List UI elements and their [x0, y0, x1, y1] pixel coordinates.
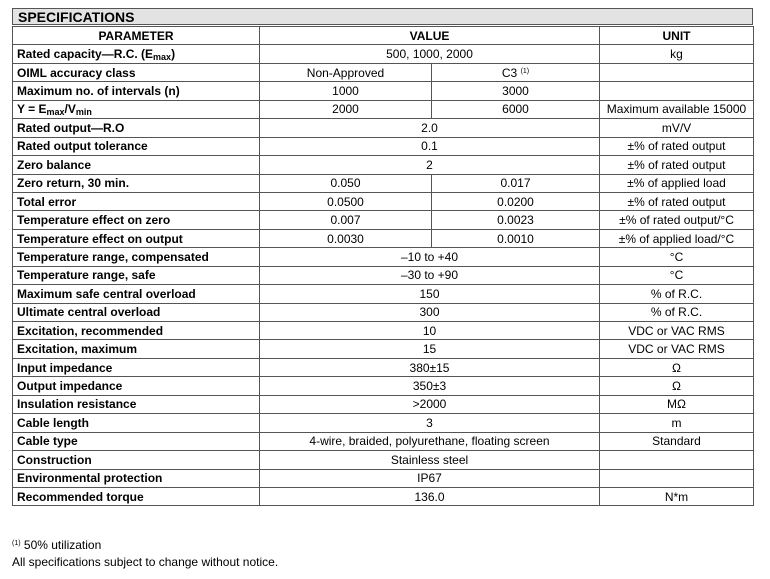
value-cell: 380±15: [260, 358, 600, 376]
unit-cell: % of R.C.: [600, 285, 754, 303]
table-row: [13, 119, 754, 137]
parameter-cell: [13, 377, 260, 395]
header-unit: UNIT: [600, 27, 754, 45]
parameter-label-mid: /V: [64, 102, 76, 117]
parameter-label: Total error: [17, 194, 77, 209]
value-cell: Stainless steel: [260, 451, 600, 469]
parameter-cell: [13, 119, 260, 137]
parameter-cell: [13, 248, 260, 266]
table-header-row: [13, 27, 754, 45]
parameter-label: Rated capacity—R.C. (E: [17, 47, 154, 62]
table-row: [13, 285, 754, 303]
table-row: [13, 63, 754, 81]
value-cell-1: 2000: [260, 100, 432, 118]
section-title: SPECIFICATIONS: [12, 8, 753, 25]
unit-cell: [600, 63, 754, 81]
parameter-cell: [13, 322, 260, 340]
footnote-utilization: [12, 538, 101, 552]
unit-cell: VDC or VAC RMS: [600, 340, 754, 358]
table-row: [13, 451, 754, 469]
value-text: C3: [501, 65, 518, 80]
table-row: [13, 82, 754, 100]
value-cell: 3: [260, 414, 600, 432]
unit-cell: [600, 82, 754, 100]
value-cell: 136.0: [260, 487, 600, 505]
value-cell-1: 0.050: [260, 174, 432, 192]
value-cell: 350±3: [260, 377, 600, 395]
unit-cell: m: [600, 414, 754, 432]
footnote-disclaimer: All specifications subject to change without notice.: [12, 555, 279, 569]
parameter-label: Temperature range, safe: [17, 268, 156, 283]
unit-cell: N*m: [600, 487, 754, 505]
parameter-label: Excitation, recommended: [17, 323, 164, 338]
value-cell: 4-wire, braided, polyurethane, floating screen: [260, 432, 600, 450]
parameter-label: Zero return, 30 min.: [17, 176, 130, 191]
parameter-label: Insulation resistance: [17, 397, 137, 412]
parameter-cell: [13, 303, 260, 321]
unit-cell: ±% of rated output: [600, 192, 754, 210]
parameter-label: Maximum safe central overload: [17, 286, 196, 301]
parameter-label: Input impedance: [17, 360, 113, 375]
value-cell-1: 0.0500: [260, 192, 432, 210]
table-row: [13, 100, 754, 118]
value-cell: 300: [260, 303, 600, 321]
value-cell-2: [432, 174, 600, 192]
table-row: [13, 414, 754, 432]
parameter-cell: [13, 487, 260, 505]
table-row: [13, 229, 754, 247]
value-text: 0.0023: [497, 213, 534, 228]
unit-cell: kg: [600, 45, 754, 63]
value-text: 6000: [502, 102, 529, 117]
parameter-label: Temperature range, compensated: [17, 249, 209, 264]
parameter-cell: [13, 63, 260, 81]
value-cell: –30 to +90: [260, 266, 600, 284]
unit-cell: mV/V: [600, 119, 754, 137]
value-cell-1: 0.007: [260, 211, 432, 229]
table-row: [13, 487, 754, 505]
value-cell-2: [432, 229, 600, 247]
table-row: [13, 211, 754, 229]
parameter-cell: [13, 358, 260, 376]
table-row: [13, 358, 754, 376]
value-cell-1: 1000: [260, 82, 432, 100]
table-row: [13, 377, 754, 395]
specifications-table: [12, 26, 754, 506]
table-row: [13, 303, 754, 321]
header-parameter: PARAMETER: [13, 27, 260, 45]
parameter-cell: [13, 229, 260, 247]
value-text: 0.0200: [497, 194, 534, 209]
value-cell-2: [432, 82, 600, 100]
unit-cell: % of R.C.: [600, 303, 754, 321]
parameter-label: Rated output—R.O: [17, 120, 125, 135]
parameter-label: Zero balance: [17, 157, 92, 172]
parameter-cell: [13, 451, 260, 469]
table-row: [13, 248, 754, 266]
value-cell: 2: [260, 156, 600, 174]
parameter-label: Output impedance: [17, 379, 123, 394]
parameter-cell: [13, 414, 260, 432]
parameter-label: Maximum no. of intervals (n): [17, 84, 180, 99]
unit-cell: ±% of rated output: [600, 137, 754, 155]
parameter-cell: [13, 211, 260, 229]
parameter-cell: [13, 137, 260, 155]
unit-cell: ±% of rated output: [600, 156, 754, 174]
value-cell: 150: [260, 285, 600, 303]
table-row: [13, 432, 754, 450]
unit-cell: °C: [600, 266, 754, 284]
table-row: [13, 137, 754, 155]
unit-cell: Ω: [600, 377, 754, 395]
unit-cell: MΩ: [600, 395, 754, 413]
parameter-label: Cable type: [17, 434, 78, 449]
value-cell: 10: [260, 322, 600, 340]
value-cell: IP67: [260, 469, 600, 487]
table-row: [13, 322, 754, 340]
parameter-label: Temperature effect on zero: [17, 213, 171, 228]
parameter-label: Construction: [17, 452, 92, 467]
value-cell: 500, 1000, 2000: [260, 45, 600, 63]
table-row: [13, 174, 754, 192]
table-row: [13, 45, 754, 63]
footnote-reference: (1): [520, 67, 530, 75]
table-row: [13, 156, 754, 174]
parameter-cell: [13, 45, 260, 63]
table-row: [13, 192, 754, 210]
unit-cell: Maximum available 15000: [600, 100, 754, 118]
parameter-subscript: max: [153, 52, 172, 63]
header-value: VALUE: [260, 27, 600, 45]
value-cell-1: Non-Approved: [260, 63, 432, 81]
parameter-cell: [13, 82, 260, 100]
value-cell: 15: [260, 340, 600, 358]
parameter-label: Rated output tolerance: [17, 139, 148, 154]
table-row: [13, 395, 754, 413]
parameter-cell: [13, 100, 260, 118]
unit-cell: [600, 451, 754, 469]
footnote-text: 50% utilization: [20, 538, 102, 552]
unit-cell: ±% of rated output/°C: [600, 211, 754, 229]
unit-cell: ±% of applied load: [600, 174, 754, 192]
parameter-label: Ultimate central overload: [17, 305, 161, 320]
unit-cell: ±% of applied load/°C: [600, 229, 754, 247]
value-cell: 2.0: [260, 119, 600, 137]
unit-cell: Ω: [600, 358, 754, 376]
table-row: [13, 266, 754, 284]
unit-cell: °C: [600, 248, 754, 266]
value-cell-2: [432, 63, 600, 81]
parameter-subscript: max: [46, 107, 65, 118]
parameter-cell: [13, 285, 260, 303]
parameter-cell: [13, 192, 260, 210]
parameter-label-end: ): [171, 47, 176, 62]
table-row: [13, 469, 754, 487]
table-row: [13, 340, 754, 358]
parameter-cell: [13, 395, 260, 413]
value-text: 0.017: [500, 176, 531, 191]
value-cell-2: [432, 192, 600, 210]
value-cell-2: [432, 211, 600, 229]
value-cell: 0.1: [260, 137, 600, 155]
parameter-cell: [13, 266, 260, 284]
value-cell: –10 to +40: [260, 248, 600, 266]
footnote-marker: (1): [12, 540, 21, 547]
unit-cell: [600, 469, 754, 487]
parameter-subscript: min: [75, 107, 92, 118]
parameter-cell: [13, 432, 260, 450]
parameter-label: Y = E: [17, 102, 47, 117]
value-cell: >2000: [260, 395, 600, 413]
parameter-label: Cable length: [17, 415, 90, 430]
value-text: 3000: [502, 84, 529, 99]
value-text: 0.0010: [497, 231, 534, 246]
parameter-label: Temperature effect on output: [17, 231, 183, 246]
parameter-label: Excitation, maximum: [17, 342, 138, 357]
parameter-label: Recommended torque: [17, 489, 144, 504]
parameter-cell: [13, 469, 260, 487]
unit-cell: Standard: [600, 432, 754, 450]
parameter-cell: [13, 174, 260, 192]
parameter-cell: [13, 156, 260, 174]
value-cell-2: [432, 100, 600, 118]
unit-cell: VDC or VAC RMS: [600, 322, 754, 340]
parameter-label: Environmental protection: [17, 471, 163, 486]
parameter-cell: [13, 340, 260, 358]
parameter-label: OIML accuracy class: [17, 65, 136, 80]
value-cell-1: 0.0030: [260, 229, 432, 247]
